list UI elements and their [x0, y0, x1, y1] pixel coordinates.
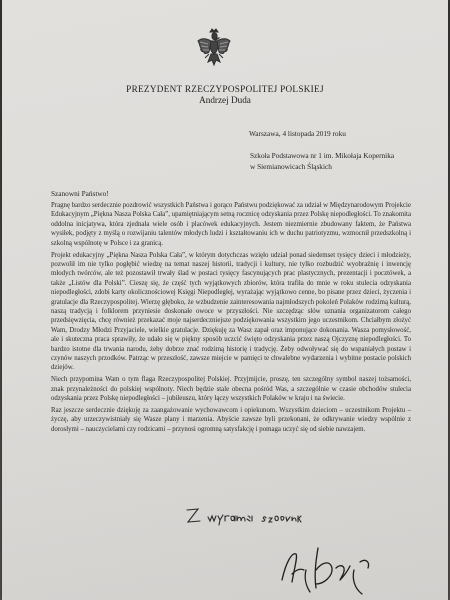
letter-page [2, 0, 448, 600]
letterhead-name: Andrzej Duda [199, 95, 251, 105]
date-line: Warszawa, 4 listopada 2019 roku [249, 129, 346, 138]
letterhead-title: PREZYDENT RZECZYPOSPOLITEJ POLSKIEJ [126, 84, 324, 94]
polish-eagle-icon [195, 27, 233, 69]
recipient-address [250, 150, 394, 172]
paragraph-3: Niech przypomina Wam o tym flaga Rzeczypospolitej Polskiej. Przyjmijcie, proszę, ten szczególny symbol naszej tożsamości, znak przynależności do polskiej wspólnoty. Niech będzie stale obecna pośród Was, a szczególnie w czasie obchodów stulecia odzyskania przez Polskę niepodległości – jubileuszu, który łączy wszystkich Polaków w kraju i na świecie. [51, 376, 411, 403]
paragraph-2: Projekt edukacyjny „Piękna Nasza Polska Cała”, w którym dotychczas wzięło udział ponad siedemset tysięcy dzieci i młodzieży, pozwolił im nie tylko pogłębić wiedzę na temat naszej historii, tradycji i kultury, nie tylko rozbudzić wyobraźnię i inwencję młodych twórców, ale też pozostawił trwały ślad w postaci tysięcy fascynujących prac plastycznych, prezentacji i pocztówek, a także „Listów dla Polski”. Cieszę się, że część tych wyjątkowych zbiorów, która trafiła do mnie w roku stulecia odzyskania niepodległości, zdobi karty okolicznościowej Księgi Niepodległej, wyrażając wyjątkowo cenne, bo pisane przez dzieci, życzenia i gratulacje dla Rzeczypospolitej. Wierzę głęboko, że wzbudzenie zainteresowania najmłodszych pokoleń Polaków rodzimą kulturą, naszą tradycją i folklorem przyniesie doskonałe owoce w przyszłości. Nie szczędząc słów uznania organizatorom całego przedsięwzięcia, chcę również przekazać moje najserdeczniejsze podziękowania wszystkim jego uczestnikom. Chciałbym złożyć Wam, Drodzy Młodzi Przyjaciele, wielkie gratulacje. Dziękuję za Wasz zapał oraz imponujące dokonania. Wasza pomysłowość, ale i skuteczna praca sprawiły, że udało się w piękny sposób uczcić święto odzyskania przez naszą Ojczyznę niepodległości. To bardzo istotne dla trwania narodu, żeby dobrze znać rodzimą historię i tradycję. Żeby odwoływać się do wspaniałych postaw i czynów naszych przodków. Patrząc w przeszłość, zawsze miejcie w pamięci te chwalebne wydarzenia i wybitne postacie polskich dziejów. [51, 251, 411, 372]
salutation: Szanowni Państwo! [51, 189, 109, 198]
paragraph-1: Pragnę bardzo serdecznie pozdrowić wszystkich Państwa i gorąco Państwu podziękować za udział w Międzynarodowym Projekcie Edukacyjnym „Piękna Nasza Polska Cała”, upamiętniającym setną rocznicę odzyskania przez Polskę niepodległości. To znakomita oddolna inicjatywa, która zjednała wiele osób i placówek edukacyjnych. Jestem niezmiernie zbudowany faktem, że Państwa wysiłek, podjęty z myślą o rozwijaniu talentów młodych ludzi i kształtowaniu ich w duchu patriotyzmu, wzmocnił przedszkolną i szkolną wspólnotę w Polsce i za granicą. [51, 202, 411, 247]
recipient-line-1: Szkoła Podstawowa nr 1 im. Mikołaja Kopernika [250, 151, 395, 160]
recipient-line-2: w Siemianowicach Śląskich [250, 162, 332, 171]
handwritten-signature [270, 540, 380, 598]
paragraph-4: Raz jeszcze serdecznie dziękuję za zaangażowanie wychowawcom i opiekunom. Wszystkim dzieciom – uczestnikom Projektu – życzę, aby urzeczywistniały się Wasze plany i marzenia. Abyście zawsze byli przekonani, że odkrywanie wiedzy wspólnie z dorosłymi – nauczycielami czy rodzicami – przynosi ogromną satysfakcję i pomaga uczyć się od siebie nawzajem. [51, 407, 411, 433]
handwritten-closing [184, 505, 304, 529]
closing-text [184, 509, 304, 510]
letter-body [51, 201, 411, 437]
